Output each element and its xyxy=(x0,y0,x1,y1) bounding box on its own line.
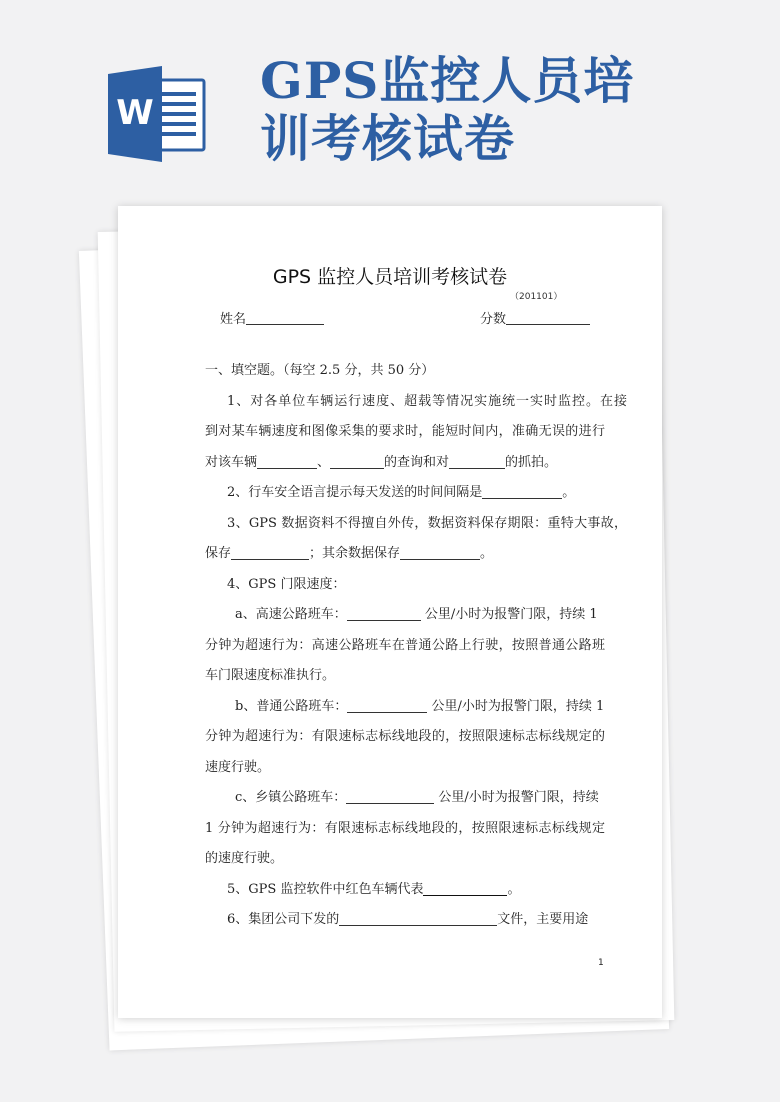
q4a-line3: 车门限速度标准执行。 xyxy=(205,668,336,683)
exam-title: GPS 监控人员培训考核试卷 xyxy=(272,266,508,288)
q6-text-a: 6、集团公司下发的 xyxy=(227,912,340,927)
q3-end: 。 xyxy=(480,546,494,561)
q5-end: 。 xyxy=(507,881,521,897)
q4a-line1 xyxy=(205,600,605,631)
exam-page xyxy=(118,206,662,1018)
q4c-line3: 的速度行驶。 xyxy=(205,851,284,866)
q1-line3 xyxy=(205,448,605,479)
name-label: 姓名 xyxy=(220,312,247,327)
q4c-blank xyxy=(346,789,434,804)
exam-body xyxy=(205,356,627,936)
word-icon xyxy=(108,66,210,162)
q4c-line2: 1 分钟为超速行为：有限速标志标线地段的，按照限速标志标线规定 xyxy=(205,820,605,836)
q1-text-d: 的抓拍。 xyxy=(505,454,558,470)
q3-line1: 3、GPS 数据资料不得擅自外传，数据资料保存期限：重特大事故， xyxy=(227,515,627,531)
q6-blank xyxy=(339,911,497,926)
q1-blank-3 xyxy=(449,454,505,469)
q1-blank-2 xyxy=(330,454,384,469)
q2-line xyxy=(205,478,605,509)
q4a-text-b: 公里/小时为报警门限，持续 1 xyxy=(424,607,598,622)
q4c-line1 xyxy=(205,783,605,814)
q6-text-b: 文件，主要用途 xyxy=(497,912,589,927)
banner-title-line2: 训考核试卷 xyxy=(260,109,515,168)
q3-blank-1 xyxy=(231,545,309,560)
q4b-line2: 分钟为超速行为：有限速标志标线地段的，按照限速标志标线规定的 xyxy=(205,729,605,744)
q6-line xyxy=(205,905,605,936)
q5-text: 5、GPS 监控软件中红色车辆代表 xyxy=(227,881,424,897)
q4c-text-a: c、乡镇公路班车： xyxy=(235,790,347,805)
q4b-line1 xyxy=(205,692,605,723)
q2-end: 。 xyxy=(562,485,576,500)
banner-title xyxy=(260,52,634,168)
q4b-text-b: 公里/小时为报警门限，持续 1 xyxy=(431,698,605,714)
q1-blank-1 xyxy=(257,454,317,469)
q3-text-a: 保存 xyxy=(205,546,232,561)
q4-title: 4、GPS 门限速度： xyxy=(227,576,346,592)
name-blank xyxy=(246,310,324,325)
q3-text-b: ；其余数据保存 xyxy=(309,546,401,561)
section-heading: 一、填空题。（每空 2.5 分，共 50 分） xyxy=(205,363,435,378)
q1-line1: 1、对各单位车辆运行速度、超载等情况实施统一实时监控。在接 xyxy=(227,393,627,409)
q2-text: 2、行车安全语言提示每天发送的时间间隔是 xyxy=(227,485,483,500)
banner-title-line1: GPS监控人员培 xyxy=(260,51,635,110)
q3-blank-2 xyxy=(400,545,480,560)
name-field xyxy=(220,308,324,327)
svg-text:W: W xyxy=(116,93,154,133)
q4b-blank xyxy=(347,698,427,713)
q1-text-b: 、 xyxy=(317,454,331,470)
q4a-text-a: a、高速公路班车： xyxy=(235,607,347,622)
page-number: 1 xyxy=(598,958,604,968)
exam-code: （201101） xyxy=(510,292,563,302)
q4a-blank xyxy=(347,606,421,621)
q1-line2: 到对某车辆速度和图像采集的要求时，能短时间内，准确无误的进行 xyxy=(205,424,605,439)
q1-text-c: 的查询和对 xyxy=(384,454,450,470)
q3-line2 xyxy=(205,539,605,570)
score-label: 分数 xyxy=(480,312,507,327)
q4a-line2: 分钟为超速行为：高速公路班车在普通公路上行驶，按照普通公路班 xyxy=(205,637,605,653)
q4b-line3: 速度行驶。 xyxy=(205,759,271,775)
score-blank xyxy=(506,310,590,325)
q2-blank xyxy=(482,484,562,499)
q4c-text-b: 公里/小时为报警门限，持续 xyxy=(438,790,599,805)
q1-text-a: 对该车辆 xyxy=(205,454,258,470)
q5-line xyxy=(205,875,605,906)
score-field xyxy=(480,308,590,327)
q5-blank xyxy=(423,881,507,896)
q4b-text-a: b、普通公路班车： xyxy=(235,698,348,714)
